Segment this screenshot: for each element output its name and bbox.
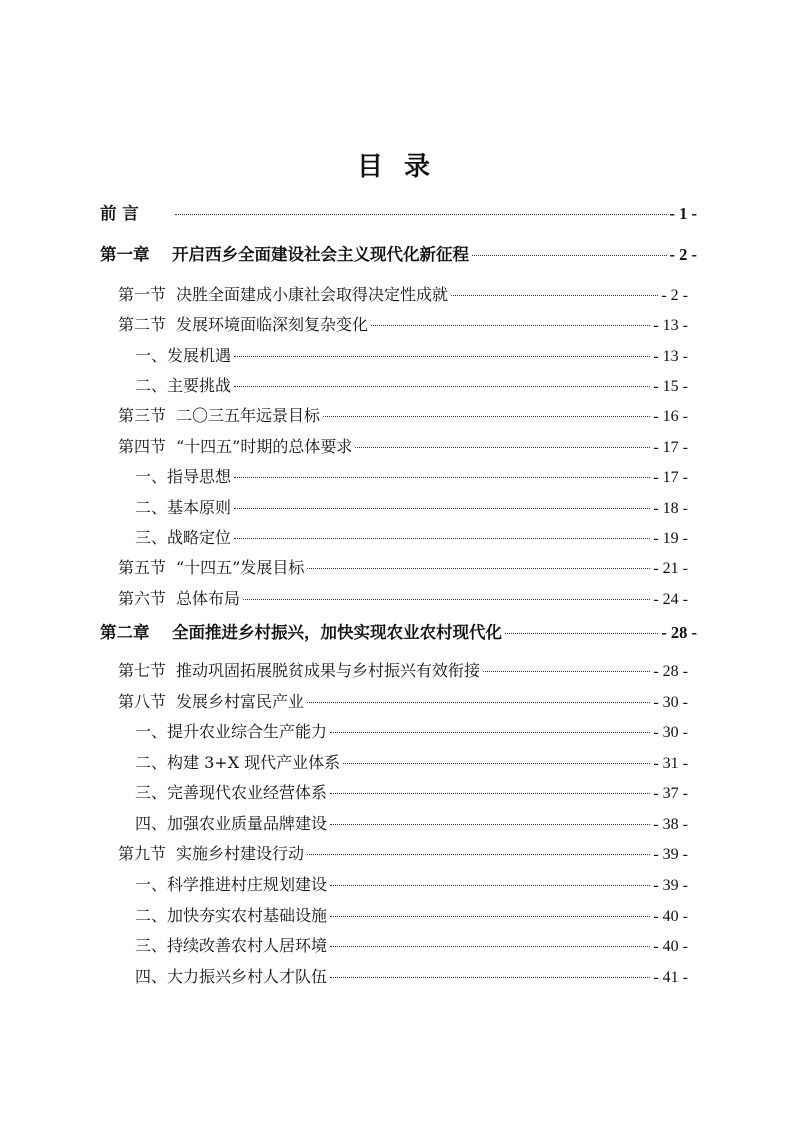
dot-leader	[330, 824, 650, 825]
toc-entry-page: - 37 -	[653, 785, 688, 802]
toc-entry-page: - 17 -	[653, 439, 688, 456]
toc-entry-title: 开启西乡全面建设社会主义现代化新征程	[172, 245, 469, 264]
toc-entry[interactable]	[135, 874, 688, 897]
toc-entry[interactable]	[135, 752, 688, 775]
toc-entry-label	[100, 622, 502, 644]
toc-entry-number: 四、	[135, 967, 168, 986]
toc-entry[interactable]	[118, 660, 688, 683]
toc-entry-title: 大力振兴乡村人才队伍	[167, 967, 328, 986]
toc-entry-number: 三、	[135, 936, 168, 955]
toc-entry-number: 二、	[135, 753, 168, 772]
toc-entry-number: 第一章	[100, 245, 150, 264]
toc-entry-title: 二〇三五年远景目标	[176, 406, 321, 425]
toc-entry-label	[118, 436, 352, 458]
toc-entry-number: 第二章	[100, 623, 150, 642]
toc-entry[interactable]	[135, 345, 688, 368]
toc-entry-page: - 19 -	[653, 530, 688, 547]
dot-leader	[505, 633, 658, 634]
toc-entry[interactable]	[118, 557, 688, 580]
toc-entry-page: - 31 -	[653, 755, 688, 772]
toc-entry-label	[135, 782, 327, 804]
toc-entry-number: 一、	[135, 346, 168, 365]
dot-leader	[307, 568, 650, 569]
dot-leader	[234, 477, 650, 478]
toc-entry-page: - 41 -	[653, 969, 688, 986]
toc-entry-title: 基本原则	[167, 498, 232, 517]
toc-entry[interactable]	[118, 436, 688, 459]
toc-entry-page: - 21 -	[653, 560, 688, 577]
dot-leader	[234, 356, 650, 357]
toc-entry[interactable]	[135, 527, 688, 550]
toc-entry-page: - 2 -	[669, 245, 697, 264]
toc-entry-label	[135, 497, 231, 519]
toc-entry-label	[118, 588, 240, 610]
toc-entry[interactable]	[135, 935, 688, 958]
dot-leader	[330, 977, 650, 978]
toc-entry-page: - 24 -	[653, 591, 688, 608]
toc-entry-page: - 30 -	[653, 724, 688, 741]
toc-entry-title: 发展乡村富民产业	[176, 692, 305, 711]
toc-entry[interactable]	[118, 284, 688, 307]
toc-entry-number: 三、	[135, 528, 168, 547]
toc-entry-label	[118, 691, 304, 713]
toc-entry[interactable]	[135, 782, 688, 805]
toc-entry-page: - 13 -	[653, 348, 688, 365]
toc-entry[interactable]	[118, 405, 688, 428]
toc-entry-label	[118, 405, 320, 427]
toc-entry-label	[135, 905, 327, 927]
toc-entry-label	[100, 203, 172, 225]
toc-entry-label	[135, 874, 327, 896]
toc-entry-title: 持续改善农村人居环境	[167, 936, 328, 955]
toc-entry-title: 发展机遇	[167, 346, 232, 365]
toc-entry-label	[118, 843, 304, 865]
dot-leader	[330, 732, 650, 733]
toc-entry-title: 战略定位	[167, 528, 232, 547]
toc-entry[interactable]	[100, 622, 697, 644]
dot-leader	[330, 916, 650, 917]
dot-leader	[243, 599, 650, 600]
toc-entry-label	[135, 721, 327, 743]
toc-entry-number: 第一节	[118, 285, 167, 304]
toc-entry-number: 前 言	[100, 204, 139, 223]
toc-entry-number: 三、	[135, 783, 168, 802]
dot-leader	[483, 671, 650, 672]
toc-entry-label	[135, 345, 231, 367]
toc-entry[interactable]	[135, 966, 688, 989]
toc-entry-page: - 39 -	[653, 846, 688, 863]
toc-entry-page: - 39 -	[653, 877, 688, 894]
toc-entry-label	[118, 557, 304, 579]
toc-entry-label	[135, 527, 231, 549]
toc-entry[interactable]	[135, 497, 688, 520]
dot-leader	[330, 946, 650, 947]
toc-entry[interactable]	[118, 314, 688, 337]
toc-entry-number: 一、	[135, 875, 168, 894]
toc-entry-number: 第八节	[118, 692, 167, 711]
toc-entry-label	[135, 813, 327, 835]
toc-entry[interactable]	[135, 813, 688, 836]
toc-entry-number: 第二节	[118, 315, 167, 334]
toc-entry-title: 科学推进村庄规划建设	[167, 875, 328, 894]
toc-entry-title: “十四五”时期的总体要求	[176, 437, 353, 456]
toc-entry-page: - 15 -	[653, 378, 688, 395]
toc-entry-number: 第三节	[118, 406, 167, 425]
toc-entry[interactable]	[100, 244, 697, 266]
toc-entry-page: - 30 -	[653, 694, 688, 711]
toc-entry[interactable]	[135, 721, 688, 744]
toc-entry-number: 一、	[135, 722, 168, 741]
toc-entry-page: - 40 -	[653, 938, 688, 955]
dot-leader	[323, 416, 650, 417]
toc-entry-number: 第七节	[118, 661, 167, 680]
toc-entry-title: 主要挑战	[167, 376, 232, 395]
toc-entry-label	[118, 284, 448, 306]
dot-leader	[330, 793, 650, 794]
toc-entry-page: - 17 -	[653, 469, 688, 486]
toc-entry-title: “十四五”发展目标	[176, 558, 305, 577]
dot-leader	[307, 854, 650, 855]
toc-entry-number: 二、	[135, 498, 168, 517]
toc-entry-page: - 1 -	[669, 204, 697, 223]
toc-entry-label	[118, 660, 480, 682]
dot-leader	[307, 702, 650, 703]
toc-entry[interactable]	[118, 691, 688, 714]
toc-entry-page: - 18 -	[653, 500, 688, 517]
toc-entry-title: 实施乡村建设行动	[176, 844, 305, 863]
toc-entry-page: - 16 -	[653, 408, 688, 425]
toc-entry-page: - 2 -	[661, 287, 688, 304]
toc-entry-number: 一、	[135, 467, 168, 486]
toc-entry-number: 二、	[135, 376, 168, 395]
toc-entry-number: 第六节	[118, 589, 167, 608]
toc-entry-number: 四、	[135, 814, 168, 833]
toc-entry[interactable]	[135, 375, 688, 398]
toc-entry[interactable]	[135, 466, 688, 489]
toc-entry[interactable]	[100, 203, 697, 225]
dot-leader	[234, 508, 650, 509]
toc-entry-title: 总体布局	[176, 589, 241, 608]
page-title: 目 录	[356, 152, 437, 182]
toc-entry-number: 第五节	[118, 558, 167, 577]
dot-leader	[343, 763, 650, 764]
toc-entry-title: 提升农业综合生产能力	[167, 722, 328, 741]
toc-entry-title: 决胜全面建成小康社会取得决定性成就	[176, 285, 449, 304]
toc-entry[interactable]	[118, 588, 688, 611]
toc-entry-number: 第四节	[118, 437, 167, 456]
dot-leader	[175, 214, 667, 215]
toc-entry-title: 推动巩固拓展脱贫成果与乡村振兴有效衔接	[176, 661, 481, 680]
toc-entry-page: - 38 -	[653, 816, 688, 833]
toc-entry-title: 加强农业质量品牌建设	[167, 814, 328, 833]
dot-leader	[330, 885, 650, 886]
toc-entry-label	[135, 935, 327, 957]
toc-entry-page: - 28 -	[661, 623, 697, 642]
dot-leader	[451, 295, 658, 296]
toc-entry-label	[135, 375, 231, 397]
toc-entry-label	[135, 466, 231, 488]
toc-entry-title: 加快夯实农村基础设施	[167, 906, 328, 925]
toc-entry[interactable]	[135, 905, 688, 928]
dot-leader	[371, 325, 650, 326]
toc-entry-number: 二、	[135, 906, 168, 925]
dot-leader	[355, 447, 650, 448]
toc-entry-label	[118, 314, 368, 336]
toc-entry-label	[100, 244, 469, 266]
toc-entry-title: 发展环境面临深刻复杂变化	[176, 315, 369, 334]
toc-entry-title: 完善现代农业经营体系	[167, 783, 328, 802]
toc-entry[interactable]	[118, 843, 688, 866]
toc-entry-title: 构建 3+X 现代产业体系	[167, 753, 341, 772]
toc-entry-label	[135, 752, 340, 774]
toc-entry-title: 指导思想	[167, 467, 232, 486]
toc-entry-page: - 28 -	[653, 663, 688, 680]
toc-entry-page: - 40 -	[653, 908, 688, 925]
dot-leader	[234, 538, 650, 539]
dot-leader	[234, 386, 650, 387]
dot-leader	[472, 255, 667, 256]
toc-entry-page: - 13 -	[653, 317, 688, 334]
toc-entry-title: 全面推进乡村振兴，加快实现农业农村现代化	[172, 623, 502, 642]
toc-entry-number: 第九节	[118, 844, 167, 863]
toc-entry-label	[135, 966, 327, 988]
